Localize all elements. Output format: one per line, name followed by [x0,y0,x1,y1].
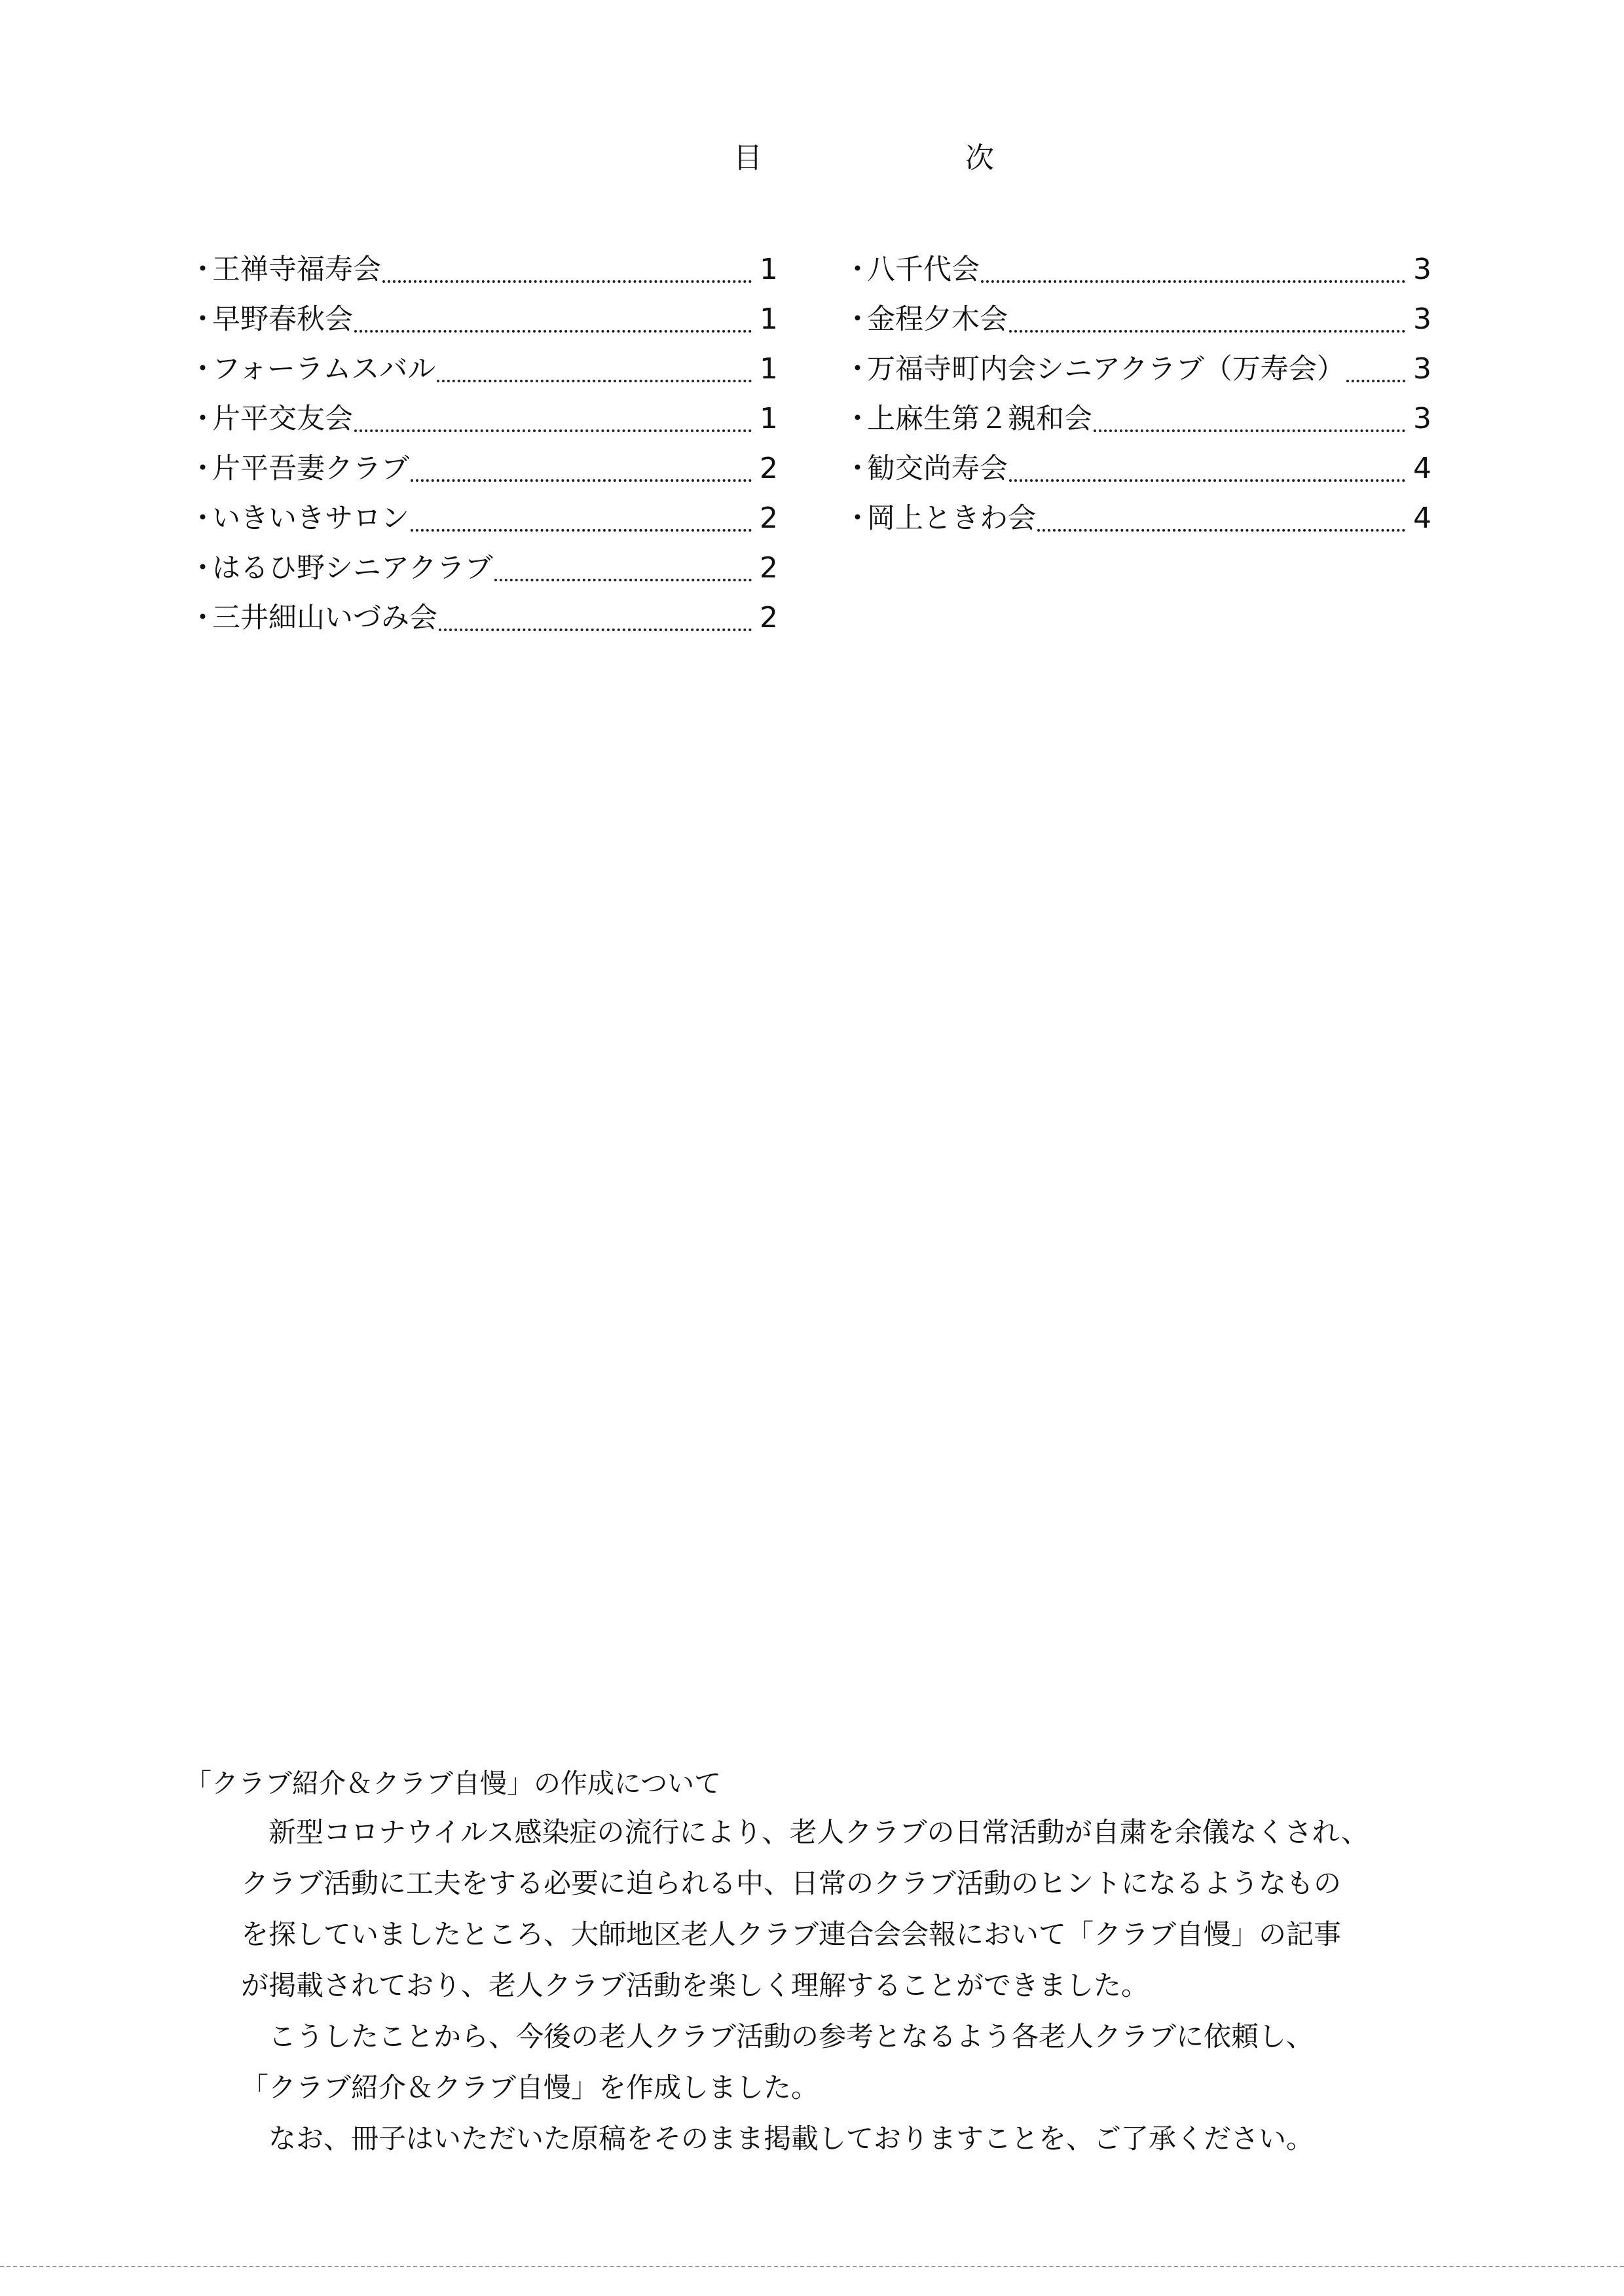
bullet: ・ [843,403,872,435]
dot-leader [439,629,752,631]
toc-entry-page: 2 [760,551,778,585]
dot-leader [354,429,752,432]
toc-entry-name: 八千代会 [867,253,980,286]
toc-entry-page: 2 [760,452,778,485]
dot-leader [411,529,752,532]
toc-entry-name: はるひ野シニアクラブ [212,552,493,585]
dot-leader [437,380,752,382]
toc-entry-name: 岡上ときわ会 [867,502,1036,535]
dot-leader [1009,479,1405,482]
toc-entry-name: 金程夕木会 [867,303,1008,336]
page-title: 目 次 [733,141,1091,175]
bullet: ・ [843,253,872,286]
toc-entry [189,436,778,486]
toc-entry-name: 上麻生第２親和会 [867,403,1092,435]
scan-edge-line [0,2266,1624,2267]
bullet: ・ [189,403,217,435]
toc-entry [843,386,1431,436]
bullet: ・ [189,353,217,386]
toc-entry [189,386,778,436]
dot-leader [1037,529,1405,532]
toc-entry-page: 3 [1413,352,1431,386]
toc-entry-page: 3 [1413,253,1431,286]
toc-entry [189,287,778,337]
bullet: ・ [189,552,217,585]
dot-leader [981,280,1405,283]
dot-leader [1009,330,1405,333]
toc-entry-name: 片平吾妻クラブ [212,452,409,485]
toc-left-column [189,237,778,635]
dot-leader [1346,380,1405,382]
intro-paragraph-line: が掲載されており、老人クラブ活動を楽しく理解することができました。 [241,1969,1149,2001]
dot-leader [382,280,752,283]
dot-leader [494,579,752,581]
toc-entry [189,536,778,585]
bullet: ・ [843,353,872,386]
toc-entry [843,337,1431,386]
toc-entry-name: 王禅寺福寿会 [212,253,381,286]
toc-entry-name: 片平交友会 [212,403,353,435]
intro-paragraph-line: こうしたことから、今後の老人クラブ活動の参考となるよう各老人クラブに依頼し、 [268,2020,1314,2052]
intro-paragraph-line: 新型コロナウイルス感染症の流行により、老人クラブの日常活動が自粛を余儀なくされ、 [268,1816,1369,1848]
toc-entry [843,436,1431,486]
toc-entry [843,237,1431,287]
toc-entry-name: いきいきサロン [212,502,409,535]
toc-entry-name: フォーラムスバル [212,353,436,386]
dot-leader [1094,429,1405,432]
intro-paragraph-line: 「クラブ紹介＆クラブ自慢」を作成しました。 [241,2071,819,2104]
bullet: ・ [189,502,217,535]
intro-section [185,1760,1455,2164]
toc-entry-name: 勧交尚寿会 [867,452,1008,485]
bullet: ・ [843,303,872,336]
toc-entry [843,287,1431,337]
toc-entry [189,585,778,635]
bullet: ・ [189,303,217,336]
toc-entry-page: 3 [1413,302,1431,336]
dot-leader [411,479,752,482]
intro-paragraph-line: なお、冊子はいただいた原稿をそのまま掲載しておりますことを、ご了承ください。 [268,2123,1314,2155]
toc-entry-page: 3 [1413,402,1431,435]
toc-entry [189,486,778,536]
bullet: ・ [189,253,217,286]
toc-entry [189,337,778,386]
toc-entry-name: 三井細山いづみ会 [212,602,437,634]
bullet: ・ [189,602,217,634]
toc-entry-name: 万福寺町内会シニアクラブ（万寿会） [867,353,1345,386]
toc-right-column [843,237,1431,536]
bullet: ・ [189,452,217,485]
intro-heading: 「クラブ紹介＆クラブ自慢」の作成について [185,1768,722,1799]
toc-entry-name: 早野春秋会 [212,303,353,336]
intro-paragraph-line: クラブ活動に工夫をする必要に迫られる中、日常のクラブ活動のヒントになるようなもの [241,1867,1342,1899]
toc-entry-page: 1 [760,302,778,336]
toc-entry [189,237,778,287]
toc-entry-page: 1 [760,352,778,386]
toc-entry-page: 2 [760,501,778,535]
bullet: ・ [843,502,872,535]
intro-paragraph-line: を探していましたところ、大師地区老人クラブ連合会会報において「クラブ自慢」の記事 [241,1918,1342,1950]
toc-entry-page: 2 [760,601,778,634]
toc-entry [843,486,1431,536]
dot-leader [354,330,752,333]
bullet: ・ [843,452,872,485]
toc-entry-page: 1 [760,402,778,435]
toc-entry-page: 4 [1413,501,1431,535]
toc-entry-page: 4 [1413,452,1431,485]
toc-entry-page: 1 [760,253,778,286]
